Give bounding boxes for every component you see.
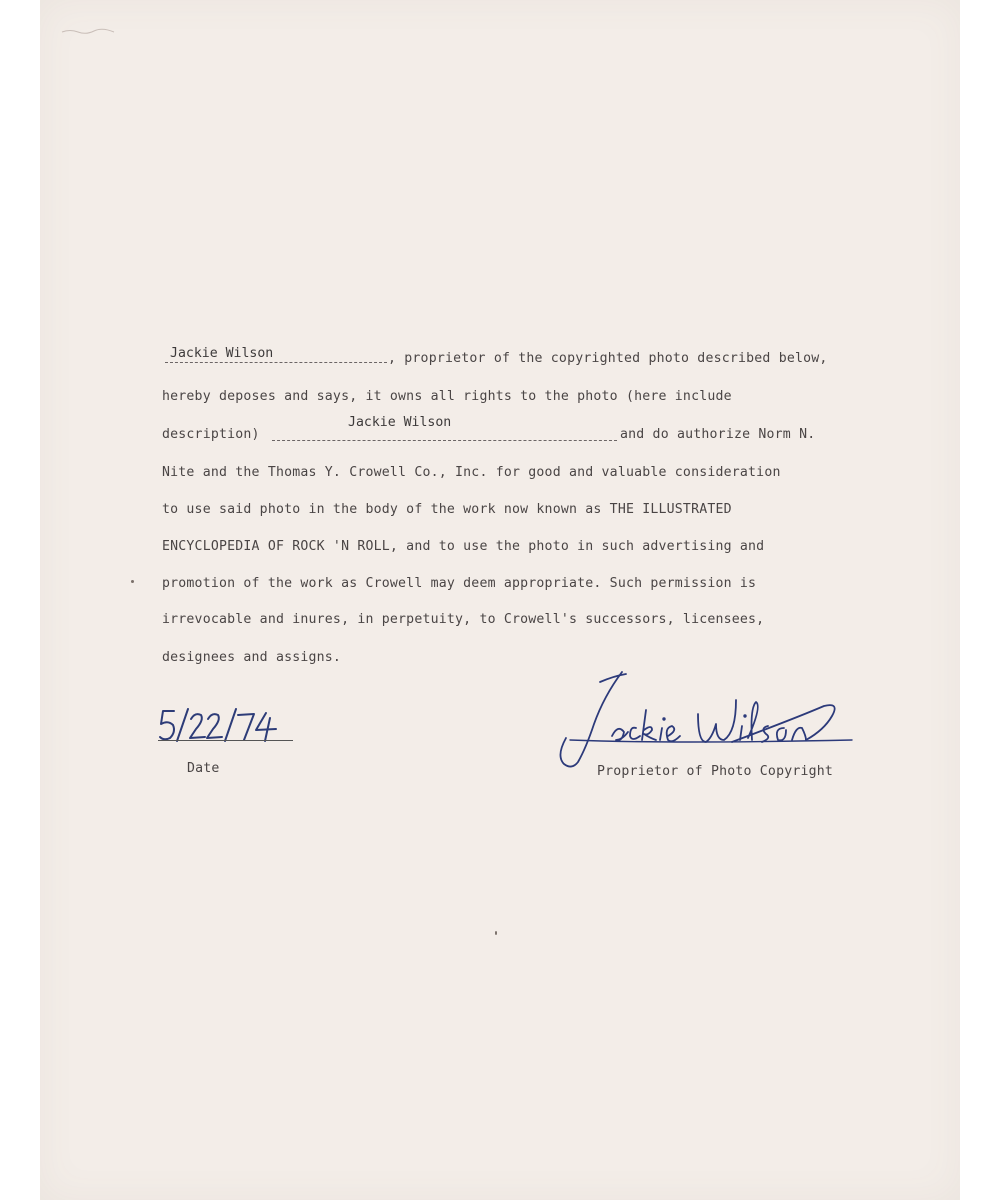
description-line bbox=[272, 440, 617, 441]
form-line-4: Nite and the Thomas Y. Crowell Co., Inc. for good and valuable consideration bbox=[162, 465, 781, 480]
proprietor-name-value: Jackie Wilson bbox=[170, 346, 274, 361]
handwritten-date bbox=[158, 705, 298, 749]
date-line bbox=[158, 740, 293, 741]
description-value: Jackie Wilson bbox=[348, 415, 452, 430]
signer-label: Proprietor of Photo Copyright bbox=[597, 764, 834, 779]
form-line-2: hereby deposes and says, it owns all rights to the photo (here include bbox=[162, 389, 732, 404]
form-line-6: ENCYCLOPEDIA OF ROCK 'N ROLL, and to use the photo in such advertising and bbox=[162, 539, 765, 554]
date-label: Date bbox=[187, 761, 220, 776]
margin-speck bbox=[495, 931, 497, 935]
form-line-5: to use said photo in the body of the work now known as THE ILLUSTRATED bbox=[162, 502, 732, 517]
pencil-mark bbox=[60, 26, 120, 36]
form-line-1: , proprietor of the copyrighted photo described below, bbox=[388, 351, 828, 366]
margin-speck bbox=[131, 580, 134, 583]
document-page bbox=[40, 0, 960, 1200]
proprietor-name-line bbox=[165, 362, 387, 363]
form-line-3-suffix: and do authorize Norm N. bbox=[620, 427, 816, 442]
form-line-8: irrevocable and inures, in perpetuity, to Crowell's successors, licensees, bbox=[162, 612, 765, 627]
form-line-7: promotion of the work as Crowell may deem appropriate. Such permission is bbox=[162, 576, 757, 591]
form-line-3-prefix: description) bbox=[162, 427, 260, 442]
signature bbox=[552, 666, 852, 776]
form-line-9: designees and assigns. bbox=[162, 650, 342, 665]
